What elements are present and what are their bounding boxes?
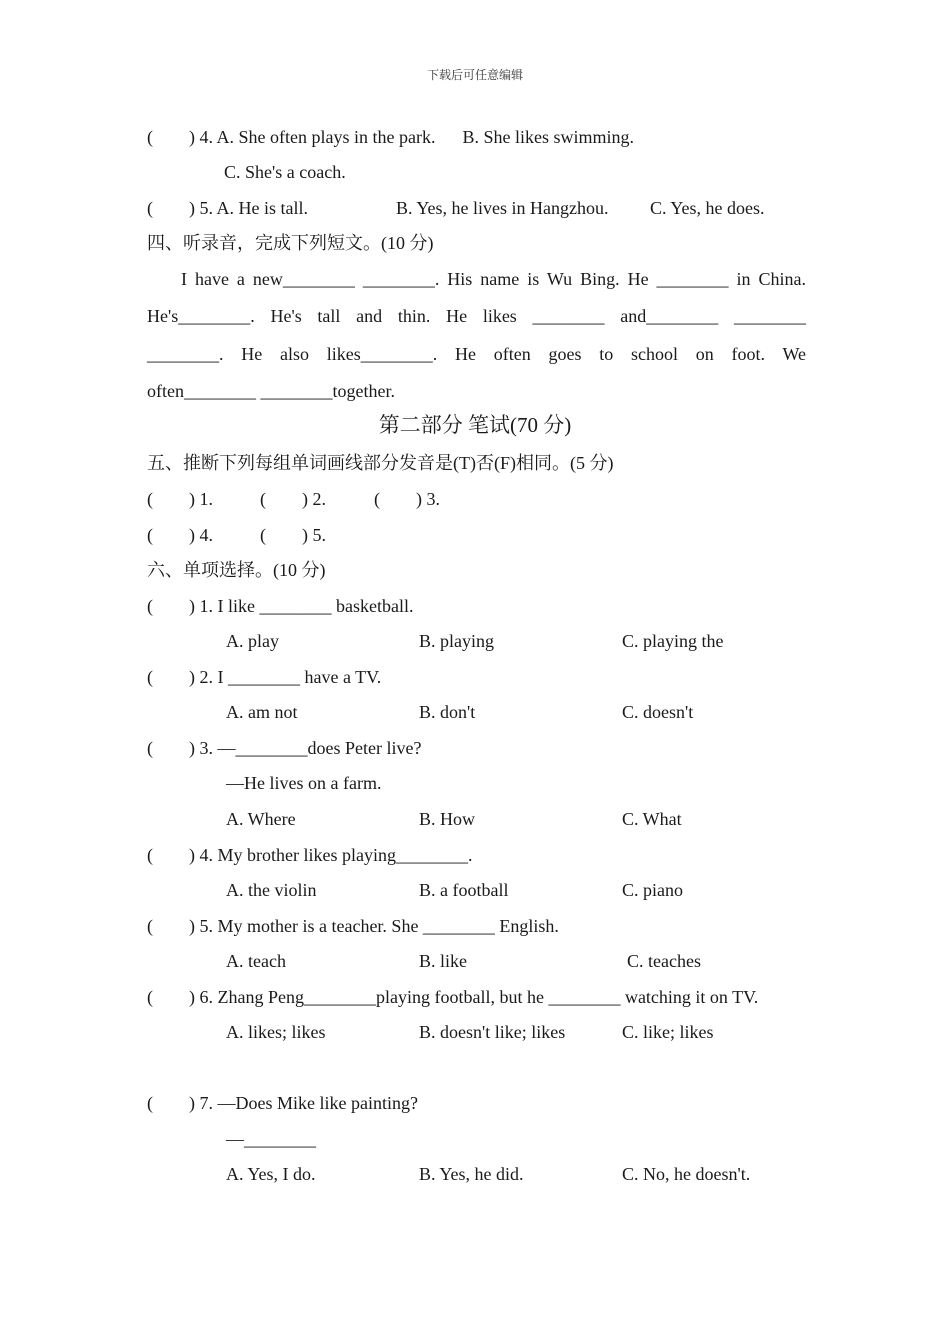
mc-q4-stem: ( ) 4. My brother likes playing________.: [147, 845, 473, 865]
mc-q1-option-b: B. playing: [419, 631, 494, 651]
s5-item-2: ( ) 2.: [260, 489, 326, 509]
mc-q6-option-b: B. doesn't like; likes: [419, 1022, 566, 1042]
mc-q2-option-a: A. am not: [226, 702, 298, 722]
mc-q2-stem: ( ) 2. I ________ have a TV.: [147, 667, 382, 687]
s5-item-1: ( ) 1.: [147, 489, 213, 509]
mc-q4-option-b: B. a football: [419, 880, 509, 900]
mc-q1-stem: ( ) 1. I like ________ basketball.: [147, 596, 414, 616]
mc-q7-stem: ( ) 7. —Does Mike like painting?: [147, 1093, 418, 1113]
mc-q5-option-b: B. like: [419, 951, 467, 971]
mc-q3-option-c: C. What: [622, 809, 682, 829]
page-header: 下载后可任意编辑: [426, 68, 523, 82]
passage-line-2: He's________. He's tall and thin. He likes ________ and________ ________: [147, 306, 806, 326]
mc-q4-option-c: C. piano: [622, 880, 683, 900]
mc-q7-response: —________: [226, 1129, 316, 1149]
mc-q3-response: —He lives on a farm.: [226, 773, 382, 793]
listening-q5-option-b: B. Yes, he lives in Hangzhou.: [396, 198, 609, 218]
mc-q5-option-a: A. teach: [226, 951, 286, 971]
listening-q4-options-ab: ( ) 4. A. She often plays in the park. B. She likes swimming.: [147, 127, 634, 147]
listening-q4-option-c: C. She's a coach.: [224, 162, 346, 182]
s5-item-5: ( ) 5.: [260, 525, 326, 545]
s5-item-3: ( ) 3.: [374, 489, 440, 509]
section6-heading: 六、单项选择。(10 分): [147, 560, 326, 580]
mc-q3-option-b: B. How: [419, 809, 476, 829]
passage-line-1: I have a new________ ________. His name is Wu Bing. He ________ in China.: [181, 269, 806, 289]
mc-q2-option-c: C. doesn't: [622, 702, 694, 722]
mc-q6-option-c: C. like; likes: [622, 1022, 714, 1042]
s5-item-4: ( ) 4.: [147, 525, 213, 545]
listening-q5-option-c: C. Yes, he does.: [650, 198, 765, 218]
mc-q7-option-c: C. No, he doesn't.: [622, 1164, 751, 1184]
mc-q3-stem: ( ) 3. —________does Peter live?: [147, 738, 422, 758]
part2-title: 第二部分 笔试(70 分): [378, 413, 572, 437]
section5-heading: 五、推断下列每组单词画线部分发音是(T)否(F)相同。(5 分): [147, 453, 614, 473]
mc-q1-option-c: C. playing the: [622, 631, 724, 651]
section4-heading: 四、听录音，完成下列短文。(10 分): [147, 233, 434, 253]
mc-q7-option-b: B. Yes, he did.: [419, 1164, 524, 1184]
passage-line-3: ________. He also likes________. He often goes to school on foot. We: [147, 344, 806, 364]
mc-q3-option-a: A. Where: [226, 809, 296, 829]
mc-q6-stem: ( ) 6. Zhang Peng________playing football, but he ________ watching it on TV.: [147, 987, 759, 1007]
mc-q1-option-a: A. play: [226, 631, 279, 651]
mc-q5-option-c: C. teaches: [627, 951, 701, 971]
mc-q7-option-a: A. Yes, I do.: [226, 1164, 316, 1184]
mc-q6-option-a: A. likes; likes: [226, 1022, 326, 1042]
mc-q2-option-b: B. don't: [419, 702, 476, 722]
passage-line-4: often________ ________together.: [147, 381, 395, 401]
mc-q4-option-a: A. the violin: [226, 880, 317, 900]
mc-q5-stem: ( ) 5. My mother is a teacher. She ________ English.: [147, 916, 559, 936]
listening-q5-stem: ( ) 5. A. He is tall.: [147, 198, 308, 218]
